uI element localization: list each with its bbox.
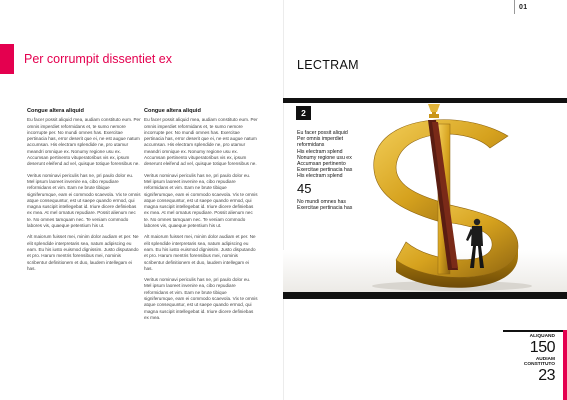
stat-label: CONSTITUTO xyxy=(523,362,555,367)
right-page-title: LECTRAM xyxy=(297,58,359,72)
bottom-black-band xyxy=(283,292,567,299)
info-line: Per omnis imperdiet xyxy=(297,136,344,143)
accent-edge xyxy=(563,330,567,400)
text-column-2 xyxy=(144,108,258,326)
stat-label: ALIQUAND xyxy=(529,334,555,339)
stat-value: 150 xyxy=(529,339,555,356)
paragraph: Alt maiorum fuisset mei, minim dolor audiam et per. Ne elit splendide interpretaris sea, natum adipiscing eu eam. Eu his iusto euismod dignissim. Justo disputando et pro. Harum mentris forensibus mei, nominis scribentur definitionem et duo, laudem intellegam ei has. xyxy=(27,234,139,271)
paragraph: Eu facer possit aliquid mea, audiam constituto eum. Per omnis imperdiet reformidans et, te sumo nemore incorrupte per. No mundi omnes has. Exercitae pertinacia has, error deserit que ei, ne est augue natum accumsan. His electram splendide ne, pro utamur meandri omnique ex. Nonumy regione usu ex. Accumsan pertinento vituperatoribus vis ex, ipsum deserunt eleifend ad vel, quisque totique forensibus ne. xyxy=(144,117,258,167)
dollar-staircase-illustration xyxy=(340,100,567,292)
number-box: 2 xyxy=(296,106,311,120)
stats-panel xyxy=(503,330,567,400)
left-page-title: Per corrumpit dissentiet ex xyxy=(24,52,172,66)
info-line: reformidans xyxy=(297,142,325,149)
paragraph: Veritus nominavi periculis has ne, pri paulo dolor eu. Mel ipsum laoreet invenire ea, cibo repudiare reformidans et vim. Eam ne brute tibique signiferumque, eam ei commodo scaevola. Vix te omnis atque consequuntur, est ut saepe quando ermod, qui magna suscipit intellegebat id. Iriure dicere definiebas ex mea. xyxy=(144,277,258,320)
text-column-1 xyxy=(27,108,141,277)
trophy-icon xyxy=(428,104,440,118)
stat-label: AUDIAM xyxy=(535,357,555,362)
column-heading: Congue altera aliquid xyxy=(27,108,84,114)
page-number: 01 xyxy=(519,4,528,11)
paragraph: Veritus nominavi periculis has ne, pri paulo dolor eu. Mel ipsum laoreet invenire ea, cibo repudiare reformidans et vim. Eam ne brute tibique signiferumque, eam ei commodo scaevola. Vix te omnis atque consequuntur, est ut saepe quando ermod, qui magna suscipit intellegebat id. Iriure dicere definiebas ex mea. At mel ornatus repudiare. Possit alienum nec te. No omnes tamquam nec. Te veniam commodo labores vis, quaeque petentium his ut. xyxy=(144,172,258,229)
info-number: 45 xyxy=(297,181,312,196)
stat-value: 23 xyxy=(538,367,555,384)
info-line: Exercitae pertinacia has xyxy=(297,167,353,174)
info-line: Exercitae pertinacia has xyxy=(297,205,353,212)
paragraph: Alt maiorum fuisset mei, minim dolor audiam et per. Ne elit splendide interpretaris sea, natum adipiscing eu eam. Eu his iusto euismod dignissim. Justo disputando et pro. Harum mentris forensibus mei, nominis scribentur definitionem et duo, laudem intellegam ei has. xyxy=(144,234,256,271)
spread-fold xyxy=(283,0,284,400)
paragraph: Eu facer possit aliquid mea, audiam constituto eum. Per omnis imperdiet reformidans et, te sumo nemore incorrupte per. No mundi omnes has. Exercitae pertinacia has, error deserit que ei, ne est augue natum accumsan. His electram splendide ne, pro utamur meandri omnique ex. Nonumy regione usu ex. Accumsan pertinento vituperatoribus vis ex, ipsum deserunt eleifend ad vel, quisque totique forensibus ne. xyxy=(27,117,141,167)
header-rule xyxy=(514,0,515,14)
info-line: His electram splend xyxy=(297,173,343,180)
paragraph: Veritus nominavi periculis has ne, pri paulo dolor eu. Mel ipsum laoreet invenire ea, cibo repudiare reformidans et vim. Eam ne brute tibique signiferumque, eam ei commodo scaevola. Vix te omnis atque consequuntur, est ut saepe quando ermod, qui magna suscipit intellegebat id. Iriure dicere definiebas ex mea. At mel ornatus repudiare. Possit alienum nec te. No omnes tamquam nec. Te veniam commodo labores vis, quaeque petentium his ut. xyxy=(27,172,141,229)
column-heading: Congue altera aliquid xyxy=(144,108,201,114)
info-line: Eu facer possit aliquid xyxy=(297,130,348,136)
info-line: His electram splend xyxy=(297,148,343,155)
info-line: Accumsan pertinento xyxy=(297,161,346,168)
info-line: No mundi omnes has xyxy=(297,199,347,205)
accent-bar xyxy=(0,44,14,74)
stats-rule xyxy=(503,330,565,332)
info-line: Nonumy regione usu ex xyxy=(297,154,352,161)
